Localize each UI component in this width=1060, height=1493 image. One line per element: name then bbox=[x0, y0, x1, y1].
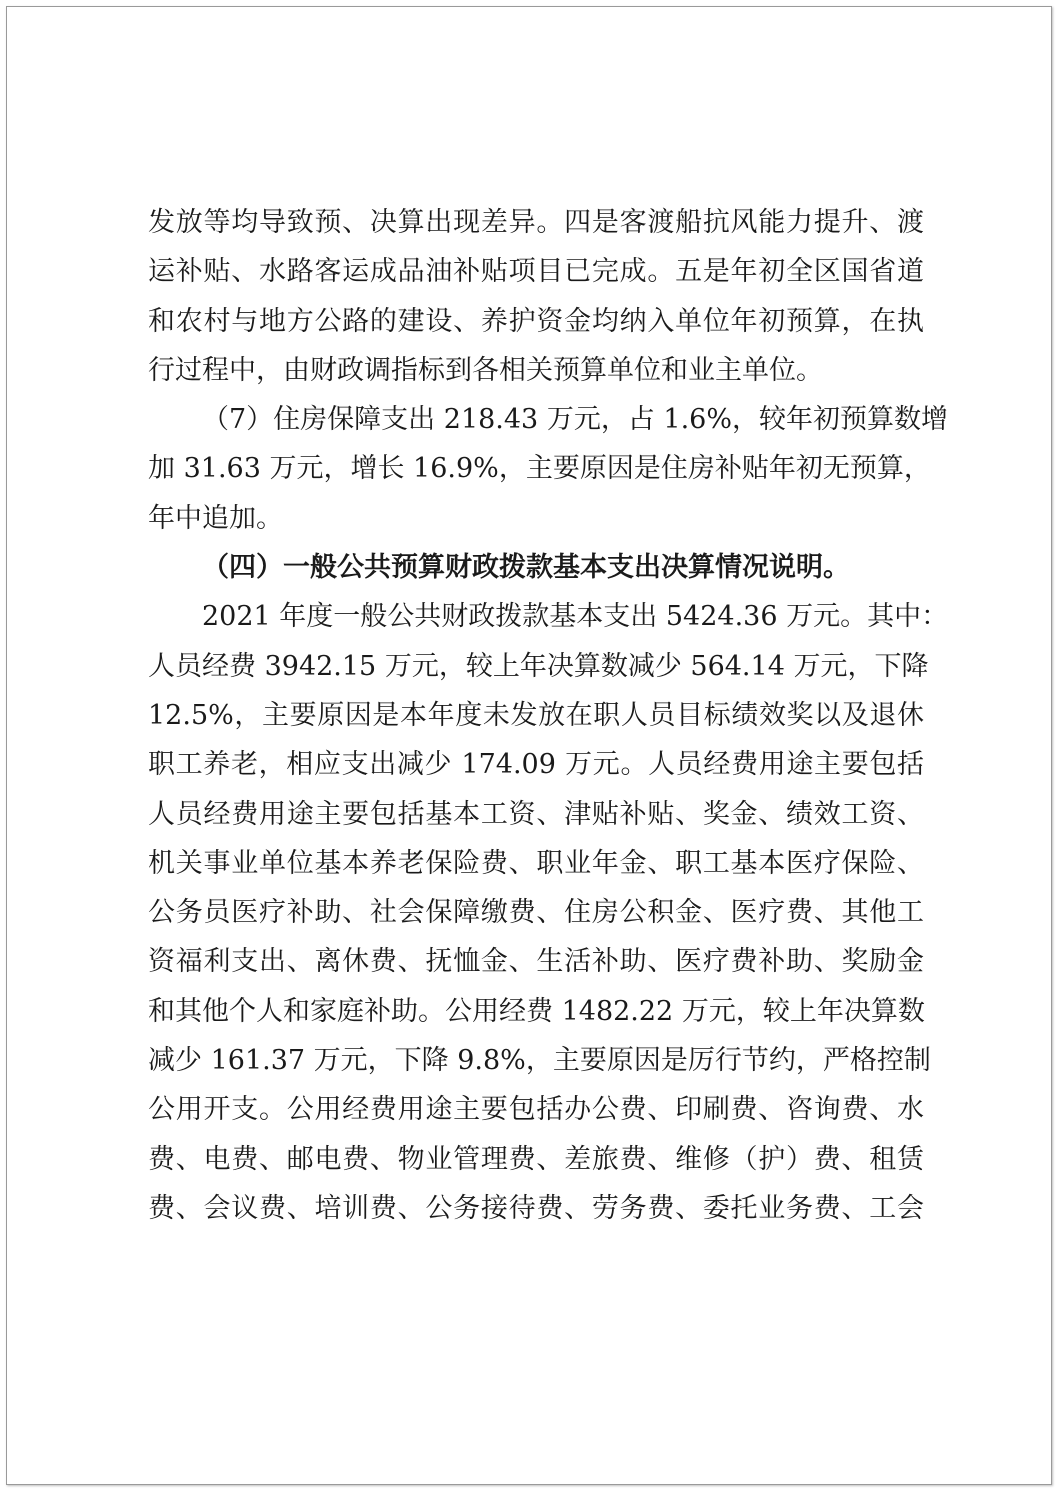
text-line: 资福利支出、离休费、抚恤金、生活补助、医疗费补助、奖励金 bbox=[148, 946, 924, 978]
text-line: 年中追加。 bbox=[148, 502, 283, 534]
text-line: 减少 161.37 万元，下降 9.8%，主要原因是厉行节约，严格控制 bbox=[148, 1045, 931, 1077]
section-heading: （四）一般公共预算财政拨款基本支出决算情况说明。 bbox=[202, 552, 850, 584]
text-line: 公务员医疗补助、社会保障缴费、住房公积金、医疗费、其他工 bbox=[148, 897, 924, 929]
text-line: 公用开支。公用经费用途主要包括办公费、印刷费、咨询费、水 bbox=[148, 1094, 924, 1126]
text-line: 人员经费用途主要包括基本工资、津贴补贴、奖金、绩效工资、 bbox=[148, 798, 924, 830]
text-line: 职工养老，相应支出减少 174.09 万元。人员经费用途主要包括 bbox=[148, 749, 924, 781]
text-line: 机关事业单位基本养老保险费、职业年金、职工基本医疗保险、 bbox=[148, 847, 924, 879]
text-line: 运补贴、水路客运成品油补贴项目已完成。五是年初全区国省道 bbox=[148, 256, 924, 288]
document-body bbox=[148, 198, 949, 1233]
text-line: 人员经费 3942.15 万元，较上年决算数减少 564.14 万元，下降 bbox=[148, 650, 929, 682]
text-line: 费、会议费、培训费、公务接待费、劳务费、委托业务费、工会 bbox=[148, 1192, 924, 1224]
text-line: （7）住房保障支出 218.43 万元，占 1.6%，较年初预算数增 bbox=[202, 404, 948, 436]
text-line: 费、电费、邮电费、物业管理费、差旅费、维修（护）费、租赁 bbox=[148, 1143, 924, 1175]
text-line: 行过程中，由财政调指标到各相关预算单位和业主单位。 bbox=[148, 354, 823, 386]
text-line: 加 31.63 万元，增长 16.9%，主要原因是住房补贴年初无预算， bbox=[148, 453, 931, 485]
text-line: 2021 年度一般公共财政拨款基本支出 5424.36 万元。其中： bbox=[202, 601, 949, 633]
text-line: 和其他个人和家庭补助。公用经费 1482.22 万元，较上年决算数 bbox=[148, 995, 925, 1027]
text-line: 和农村与地方公路的建设、养护资金均纳入单位年初预算，在执 bbox=[148, 305, 924, 337]
text-line: 12.5%，主要原因是本年度未发放在职人员目标绩效奖以及退休 bbox=[148, 699, 924, 731]
text-line: 发放等均导致预、决算出现差异。四是客渡船抗风能力提升、渡 bbox=[148, 207, 924, 238]
